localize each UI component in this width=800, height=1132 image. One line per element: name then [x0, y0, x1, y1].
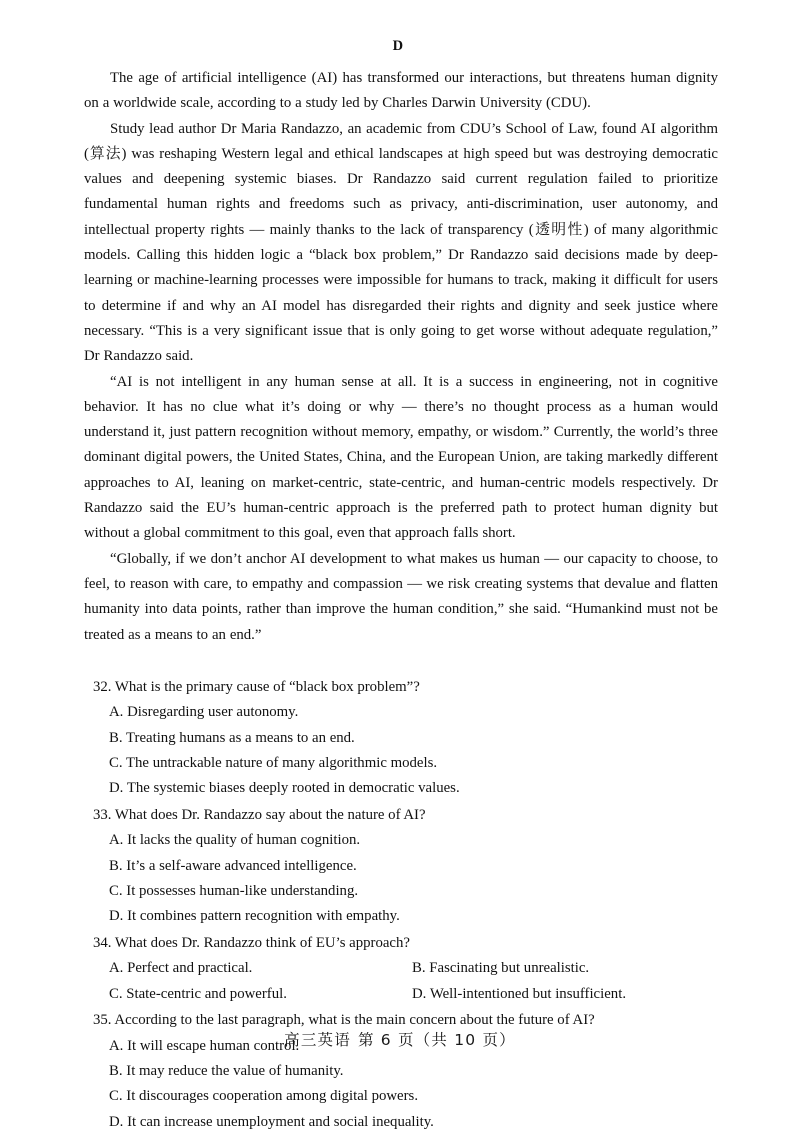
page-content [84, 38, 718, 1132]
question-option[interactable]: B. Treating humans as a means to an end. [109, 729, 355, 746]
page-footer [0, 1028, 800, 1050]
question-option-row [109, 982, 718, 1007]
question-option[interactable]: C. It possesses human-like understanding. [109, 883, 359, 900]
question-option[interactable]: A. Disregarding user autonomy. [109, 704, 299, 721]
question-option[interactable]: D. The systemic biases deeply rooted in democratic values. [109, 780, 460, 797]
question-option[interactable]: B. Fascinating but unrealistic. [412, 960, 590, 977]
question-option[interactable]: B. It may reduce the value of humanity. [109, 1062, 344, 1079]
question-stem: 33. What does Dr. Randazzo say about the nature of AI? [93, 806, 426, 823]
question-option[interactable]: C. State-centric and powerful. [109, 985, 287, 1002]
question-option[interactable]: B. It’s a self-aware advanced intelligence. [109, 857, 357, 874]
question-option[interactable]: A. It lacks the quality of human cognition. [109, 832, 361, 849]
questions-list [84, 675, 718, 1132]
question-item [84, 675, 718, 802]
question-option[interactable]: C. The untrackable nature of many algorithmic models. [109, 755, 438, 772]
passage-paragraph: “Globally, if we don’t anchor AI development to what makes us human — our capacity to choose, to feel, to reason with care, to empathy and compassion — we risk creating systems that devalue and flatten humanity into data points, rather than improve the human condition,” she said. “Humankind must not be treated as a means to an end.” [84, 550, 718, 643]
question-item [84, 1008, 718, 1132]
question-item [84, 803, 718, 930]
passage-paragraph: Study lead author Dr Maria Randazzo, an academic from CDU’s School of Law, found AI algorithm (算法) was reshaping Western legal and ethical landscapes at high speed but was destroying democratic values and deepening systemic biases. Dr Randazzo said current regulation failed to prioritize fundamental human rights and freedoms such as privacy, anti-discrimination, user autonomy, and intellectual property rights — mainly thanks to the lack of transparency (透明性) of many algorithmic models. Calling this hidden logic a “black box problem,” Dr Randazzo said decisions made by deep-learning or machine-learning processes were impossible for humans to track, making it difficult for users to determine if and why an AI model has disregarded their rights and dignity and seek justice where necessary. “This is a very significant issue that is only going to get worse without adequate regulation,” Dr Randazzo said. [84, 120, 718, 365]
footer-page-number: 第 6 页（共 10 页） [357, 1031, 516, 1049]
question-option[interactable]: D. It can increase unemployment and social inequality. [109, 1113, 434, 1130]
question-option[interactable]: A. It will escape human control. [109, 1037, 300, 1054]
question-option-row [109, 956, 718, 981]
question-stem: 35. According to the last paragraph, what is the main concern about the future of AI? [93, 1012, 595, 1029]
question-option[interactable]: A. Perfect and practical. [109, 960, 253, 977]
passage-paragraph: The age of artificial intelligence (AI) has transformed our interactions, but threatens human dignity on a worldwide scale, according to a study led by Charles Darwin University (CDU). [84, 70, 718, 112]
passage-paragraph: “AI is not intelligent in any human sense at all. It is a success in engineering, not in cognitive behavior. It has no clue what it’s doing or why — there’s no thought process as a human would understand it, just pattern recognition without memory, empathy, or wisdom.” Currently, the world’s three dominant digital powers, the United States, China, and the European Union, are taking markedly different approaches to AI, leaning on market-centric, state-centric, and human-centric models respectively. Dr Randazzo said the EU’s human-centric approach is the preferred path to protect human dignity but without a global commitment to this goal, even that approach falls short. [84, 373, 718, 542]
footer-subject: 高三英语 [284, 1031, 351, 1049]
question-option[interactable]: D. Well-intentioned but insufficient. [412, 985, 627, 1002]
question-stem: 34. What does Dr. Randazzo think of EU’s approach? [93, 934, 410, 951]
question-item [84, 931, 718, 1007]
question-option[interactable]: D. It combines pattern recognition with empathy. [109, 908, 400, 925]
question-stem: 32. What is the primary cause of “black box problem”? [93, 678, 420, 695]
reading-passage [84, 66, 718, 648]
question-option[interactable]: C. It discourages cooperation among digital powers. [109, 1088, 419, 1105]
section-letter-heading: D [392, 38, 404, 54]
